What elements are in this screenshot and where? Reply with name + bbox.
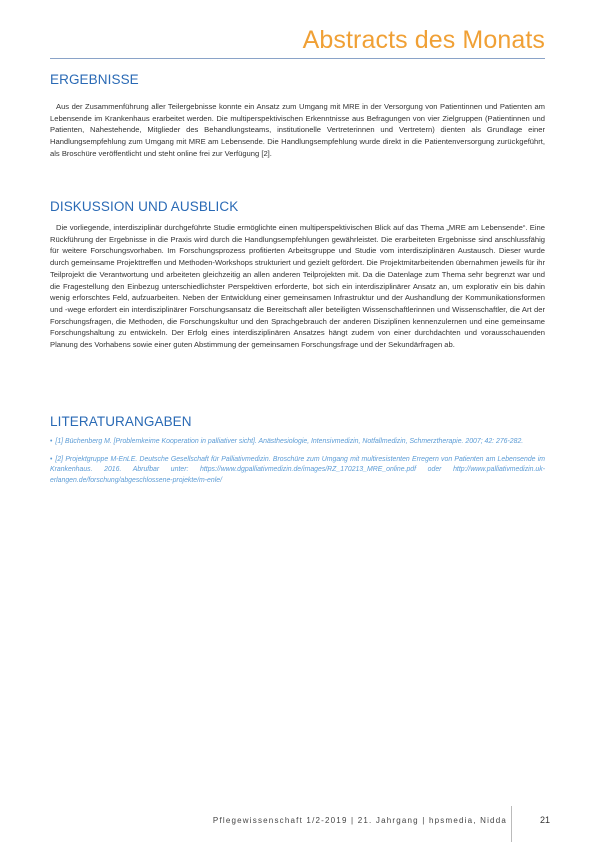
reference-item — [50, 455, 545, 487]
footer-journal-info: Pflegewissenschaft 1/2-2019 | 21. Jahrgang | hpsmedia, Nidda — [212, 816, 507, 825]
page-title: Abstracts des Monats — [302, 26, 545, 54]
paragraph-diskussion: Die vorliegende, interdisziplinär durchgeführte Studie ermöglichte einen multiperspektivischen Blick auf das Thema „MRE am Lebensende“. Eine Rückführung der Ergebnisse in die Praxis wird durch die Handlungsempfehlungen gewährleistet. Die erarbeiteten Ergebnisse sind anschlussfähig für weitere Forschungsvorhaben. Im Forschungsprozess profitierten Arbeitsgruppe und Studie vom interdisziplinären Austausch. Dieser wurde durch gemeinsame Projekttreffen und Methoden-Workshops strukturiert und gezielt gefördert. Die Projektmitarbeitenden übernahmen jeweils für ihr Teilprojekt die Verantwortung und arbeiteten gleichzeitig an allen anderen Teilprojekten mit. Da die Datenlage zum Thema sehr begrenzt war und die Fragestellung den Einbezug unterschiedlichster Perspektiven erforderte, bot sich ein interdisziplinärer Ansatz an, um explorativ ein bis dahin wenig erforschtes Feld, aufzuarbeiten. Neben der Entwicklung einer gemeinsamen Infrastruktur und der Aushandlung der Kommunikationsformen und -wege erfordert ein interdisziplinärer Forschungsansatz die Bereitschaft aller beteiligten Wissenschaftlerinnen und Wissenschaftler, die Art der Forschungsfragen, die Methoden, die Forschungskultur und den Sprachgebrauch der anderen Disziplinen kennenzulernen und eine gemeinsame Forschungshaltung zu entwickeln. Der Erfolg eines interdisziplinären Ansatzes hängt zudem von einer durchdachten und vorausschauenden Planung des Vorhabens sowie einer guten Abstimmung der gemeinsamen Forschungsfrage und der Sekundärfragen ab. — [50, 223, 545, 350]
header-divider — [50, 58, 545, 59]
bullet-icon: • — [50, 438, 53, 445]
bullet-icon: • — [50, 455, 53, 463]
paragraph-ergebnisse: Aus der Zusammenführung aller Teilergebnisse konnte ein Ansatz zum Umgang mit MRE in der Versorgung von Patientinnen und Patienten am Lebensende im Krankenhaus erarbeitet werden. Die multiperspektivischen Erkenntnisse aus Befragungen von vier Zielgruppen (Patientinnen und Patienten, Nahestehende, Mitglieder des Behandlungsteams, institutionelle Vertreterinnen und Vertretern) dienten als Grundlage einer Handlungsempfehlung zum Umgang mit MRE am Lebensende. Die Handlungsempfehlung wurde direkt in die Patientenversorgung zurückgeführt, als Broschüre veröffentlicht und steht online frei zur Verfügung [2]. — [50, 102, 545, 158]
reference-item — [50, 437, 545, 448]
section-heading-literatur: LITERATURANGABEN — [50, 414, 192, 429]
reference-text[interactable]: [2] Projektgruppe M-EnLE. Deutsche Gesellschaft für Palliativmedizin. Broschüre zum Umgang mit multiresistenten Erregern von Patienten am Lebensende im Krankenhaus. 2016. Abrufbar unter: https://www.dgpalliativmedizin.de/images/RZ_170213_MRE_online.pdf oder http://www.palliativmedizin.uk-erlangen.de/forschung/abgeschlossene-projekte/m-enle/ — [50, 455, 545, 484]
reference-list — [50, 437, 545, 493]
section-heading-ergebnisse: ERGEBNISSE — [50, 72, 139, 87]
page-number: 21 — [540, 815, 551, 825]
footer-divider — [511, 806, 512, 842]
section-heading-diskussion: DISKUSSION UND AUSBLICK — [50, 199, 239, 214]
reference-text[interactable]: [1] Büchenberg M. [Problemkeime Kooperation in palliativer sicht]. Anästhesiologie, Intensivmedizin, Notfallmedizin, Schmerztherapie. 2007; 42: 276-282. — [55, 438, 524, 445]
